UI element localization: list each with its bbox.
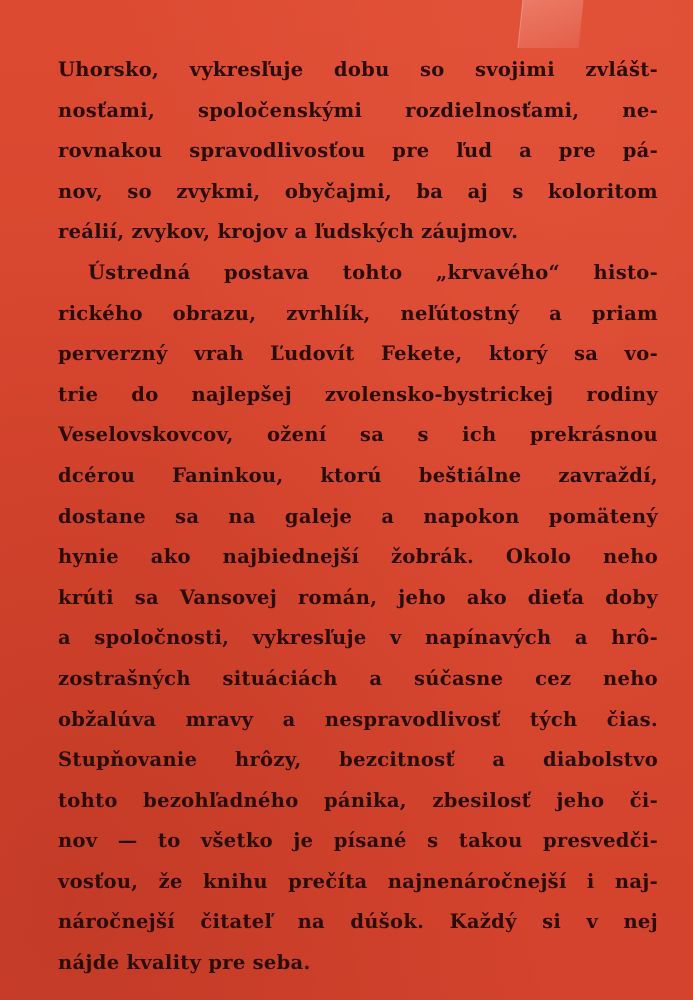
text-line: tohto bezohľadného pánika, zbesilosť jeho či- bbox=[58, 788, 658, 812]
text-line: Stupňovanie hrôzy, bezcitnosť a diabolstvo bbox=[58, 748, 658, 772]
text-line: Ústredná postava tohto „krvavého“ histo- bbox=[88, 260, 658, 284]
text-line: trie do najlepšej zvolensko-bystrickej rodiny bbox=[58, 382, 658, 406]
text-line: hynie ako najbiednejší žobrák. Okolo neho bbox=[58, 545, 658, 569]
text-line: dcérou Faninkou, ktorú beštiálne zavraždí, bbox=[58, 463, 658, 487]
text-line: rovnakou spravodlivosťou pre ľud a pre pá- bbox=[58, 139, 658, 163]
text-line: rického obrazu, zvrhlík, neľútostný a priam bbox=[58, 301, 658, 325]
text-line: dostane sa na galeje a napokon pomätený bbox=[58, 504, 658, 528]
text-line: Veselovskovcov, ožení sa s ich prekrásnou bbox=[58, 423, 658, 447]
text-line: reálií, zvykov, krojov a ľudských záujmov. bbox=[58, 220, 519, 244]
text-line: a spoločnosti, vykresľuje v napínavých a hrô- bbox=[58, 626, 658, 650]
text-line: náročnejší čitateľ na dúšok. Každý si v nej bbox=[58, 910, 658, 934]
body-text bbox=[58, 50, 658, 984]
text-line: krúti sa Vansovej román, jeho ako dieťa doby bbox=[58, 585, 658, 609]
text-line: vosťou, že knihu prečíta najnenáročnejší i naj- bbox=[58, 869, 658, 893]
text-line: zostrašných situáciách a súčasne cez neho bbox=[58, 666, 658, 690]
text-line: obžalúva mravy a nespravodlivosť tých čias. bbox=[58, 707, 658, 731]
text-line: perverzný vrah Ľudovít Fekete, ktorý sa vo- bbox=[58, 342, 658, 366]
text-line: nosťami, spoločenskými rozdielnosťami, ne- bbox=[58, 98, 658, 122]
tape-strip bbox=[517, 0, 583, 48]
text-line: nov, so zvykmi, obyčajmi, ba aj s koloritom bbox=[58, 179, 658, 203]
text-line: nájde kvality pre seba. bbox=[58, 951, 311, 975]
text-line: Uhorsko, vykresľuje dobu so svojimi zvlášt- bbox=[58, 58, 658, 81]
text-line: nov — to všetko je písané s takou presvedči- bbox=[58, 829, 658, 853]
